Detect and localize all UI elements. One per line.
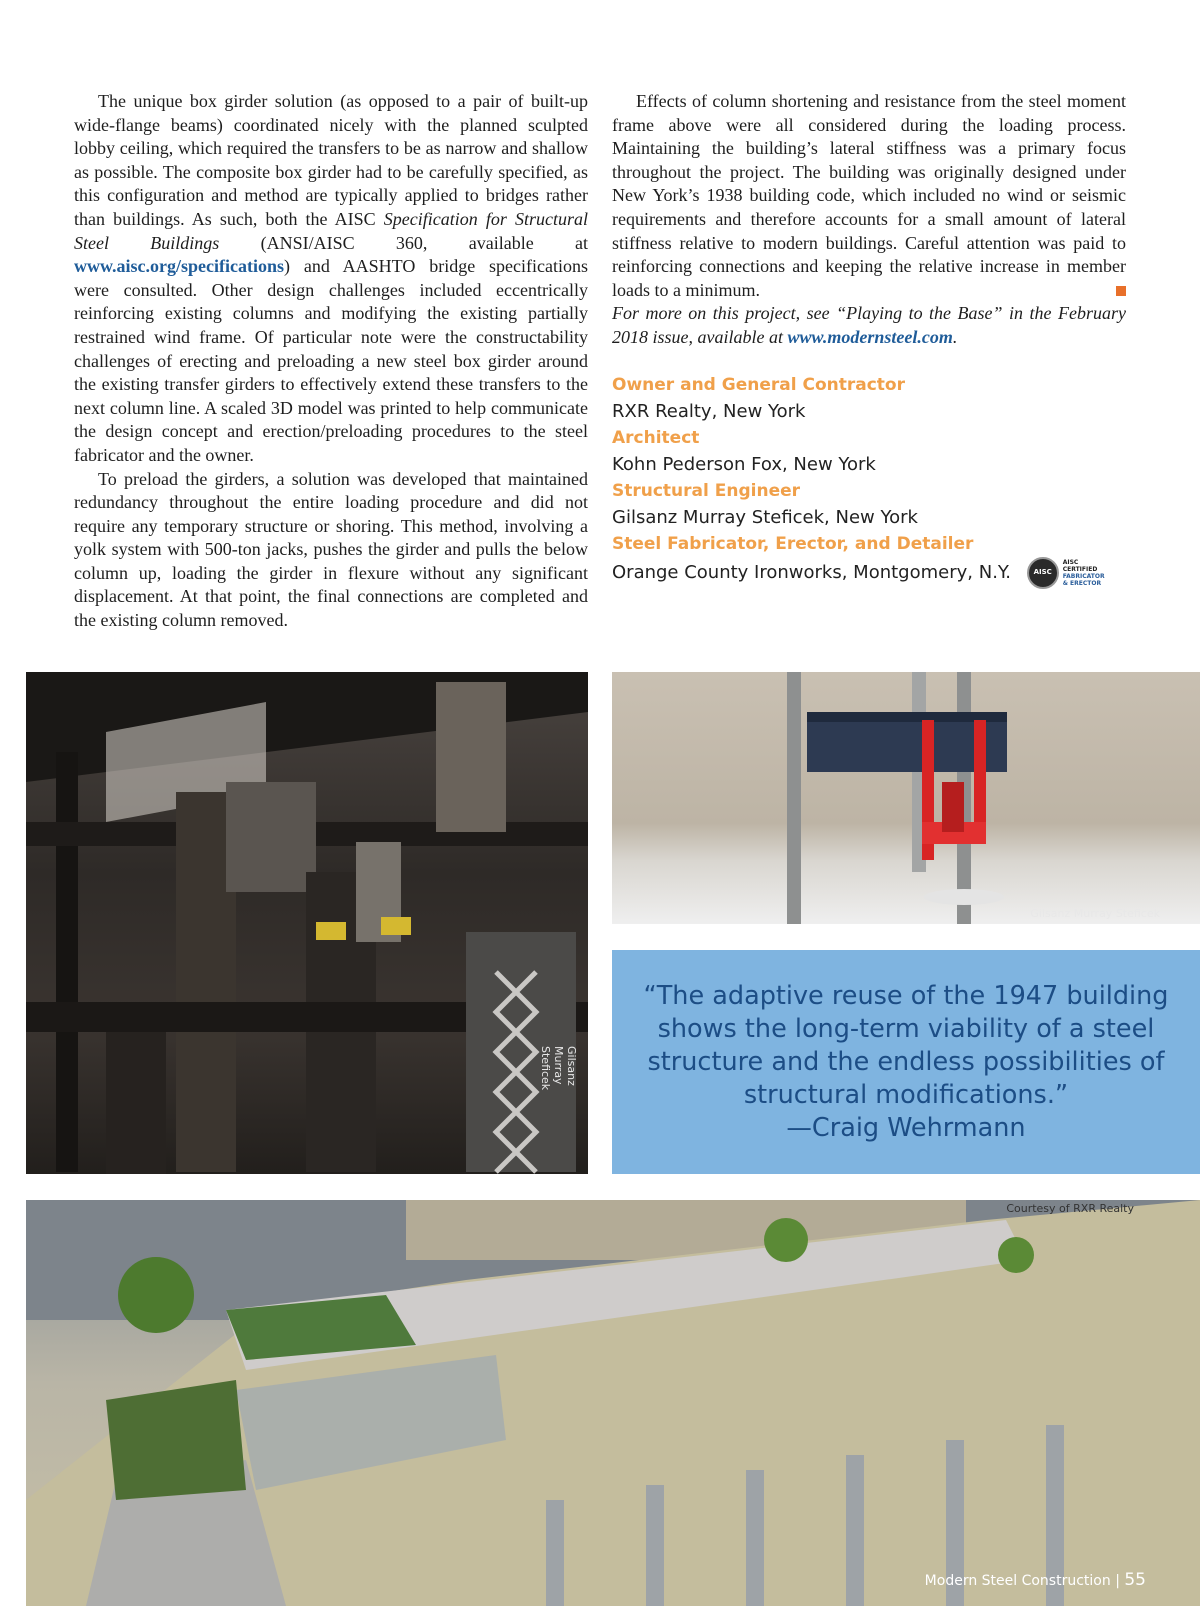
related-article-note: For more on this project, see “Playing to the Base” in the February 2018 issue, available at www.modernsteel.com. bbox=[612, 303, 1126, 347]
model-photo-illustration bbox=[612, 672, 1200, 924]
credit-name: Gilsanz Murray Steficek, New York bbox=[612, 506, 918, 528]
pull-quote bbox=[612, 950, 1200, 1174]
right-column bbox=[612, 90, 1126, 589]
aisc-certified-badge: AISC AISC CERTIFIED FABRICATOR & ERECTOR bbox=[1027, 557, 1105, 589]
credit-name: Kohn Pederson Fox, New York bbox=[612, 453, 876, 475]
photo-credit: Gilsanz Murray Steficek bbox=[539, 1046, 578, 1091]
rooftop-illustration bbox=[26, 1200, 1200, 1606]
rooftop-rendering-photo bbox=[26, 1200, 1200, 1606]
pull-quote-attribution: —Craig Wehrmann bbox=[786, 1113, 1026, 1143]
credit-role: Owner and General Contractor bbox=[612, 374, 905, 395]
credit-role: Structural Engineer bbox=[612, 480, 801, 501]
photo-credit: Gilsanz Murray Steficek bbox=[1030, 907, 1160, 920]
body-paragraph: To preload the girders, a solution was developed that maintained redundancy throughout the entire loading procedure and did not require any temporary structure or shoring. This method, involving a yolk system with 500-ton jacks, pushes the girder and pulls the below column up, loading the girder in flexure without any significant displacement. At that point, the final connections are completed and the existing column removed. bbox=[74, 468, 588, 631]
credit-name: Orange County Ironworks, Montgomery, N.Y. AISC AISC CERTIFIED FABRICATOR & ERECTOR bbox=[612, 558, 1105, 587]
footer-separator: | bbox=[1115, 1573, 1120, 1589]
aisc-spec-link[interactable]: www.aisc.org/specifications bbox=[74, 256, 284, 277]
modernsteel-link[interactable]: www.modernsteel.com bbox=[787, 326, 953, 347]
pull-quote-text: “The adaptive reuse of the 1947 building shows the long-term viability of a steel structure and the endless possibilities of structural modifications.” bbox=[643, 981, 1169, 1110]
credit-name: RXR Realty, New York bbox=[612, 400, 806, 422]
photo-credit: Courtesy of RXR Realty bbox=[1006, 1202, 1134, 1215]
project-credits bbox=[612, 372, 1126, 589]
body-paragraph: Effects of column shortening and resistance from the steel moment frame above were all considered during the loading process. Maintaining the building’s lateral stiffness was a primary focus throughout the project. The building was originally designed under New York’s 1938 building code, which included no wind or seismic requirements and therefore accounts for a small amount of lateral stiffness relative to modern buildings. Careful attention was paid to reinforcing connections and keeping the relative increase in member loads to a minimum. bbox=[612, 91, 1126, 300]
credit-role: Steel Fabricator, Erector, and Detailer bbox=[612, 533, 974, 554]
publication-name: Modern Steel Construction bbox=[924, 1573, 1111, 1589]
aisc-seal-icon: AISC bbox=[1027, 557, 1059, 589]
3d-model-photo bbox=[612, 672, 1200, 924]
spec-title: Specification for Structural Steel Buildings bbox=[74, 208, 588, 253]
page-footer bbox=[925, 1570, 1146, 1590]
body-paragraph: The unique box girder solution (as opposed to a pair of built-up wide-flange beams) coordinated nicely with the planned sculpted lobby ceiling, which required the transfers to be as narrow and shallow as possible. The composite box girder had to be carefully specified, as this configuration and method are typically applied to bridges rather than buildings. As such, both the AISC Specification for Structural Steel Buildings (ANSI/AISC 360, available at www.aisc.org/specifications) and AASHTO bridge specifications were consulted. Other design challenges included eccentrically reinforcing existing columns and modifying the existing partially restrained wind frame. Of particular note were the constructability challenges of erecting and preloading a new steel box girder around the existing transfer girders to effectively extend these transfers to the next column line. A scaled 3D model was printed to help communicate the design concept and erection/preloading procedures to the steel fabricator and the owner. bbox=[74, 91, 588, 465]
page-number: 55 bbox=[1124, 1570, 1146, 1590]
interior-construction-photo bbox=[26, 672, 588, 1174]
left-column bbox=[74, 90, 588, 633]
credit-role: Architect bbox=[612, 427, 700, 448]
end-of-article-mark bbox=[1116, 286, 1126, 296]
interior-photo-illustration bbox=[26, 672, 588, 1174]
